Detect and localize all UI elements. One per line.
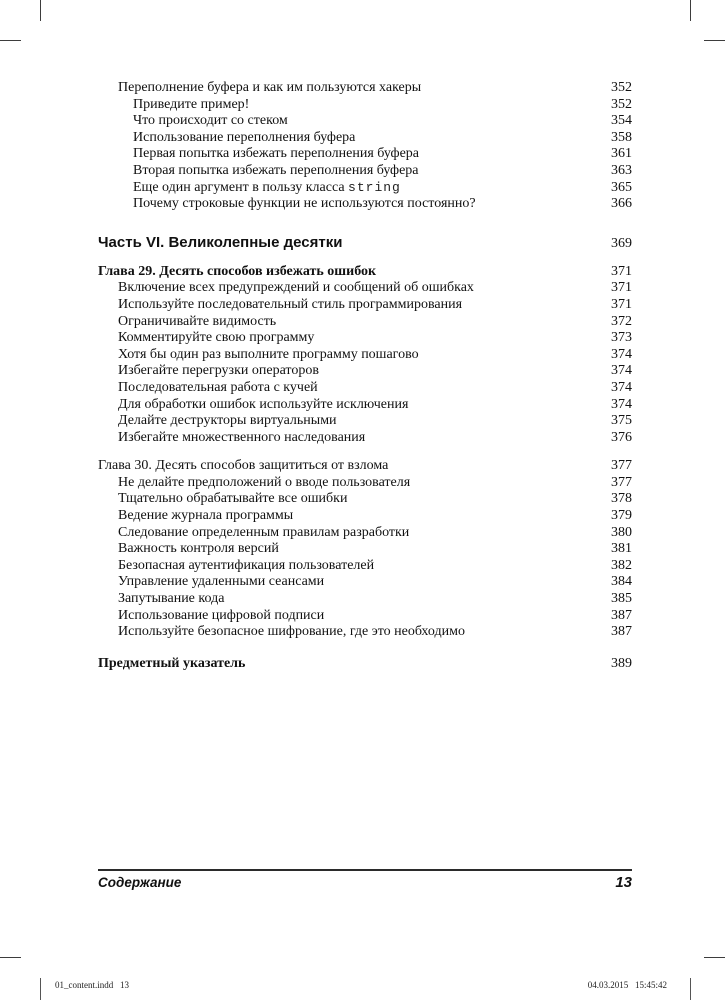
- toc-entry-title: Глава 30. Десять способов защититься от взлома: [98, 458, 389, 474]
- toc-row-subsection: [98, 97, 632, 114]
- crop-mark-top-right-horizontal: [704, 40, 725, 41]
- imprint-filename: 01_content.indd 13: [55, 980, 129, 990]
- toc-entry-title: Управление удаленными сеансами: [118, 574, 325, 590]
- toc-entry-title: Что происходит со стеком: [133, 113, 288, 129]
- toc-entry-title: Почему строковые функции не используются постоянно?: [133, 196, 476, 212]
- toc-row-section: [98, 397, 632, 414]
- crop-mark-bottom-right-horizontal: [704, 957, 725, 958]
- toc-entry-page-number: 361: [611, 146, 632, 162]
- toc-entry-title: Ведение журнала программы: [118, 508, 294, 524]
- toc-entry-title: Предметный указатель: [98, 655, 246, 671]
- toc-entry-page-number: 381: [611, 541, 632, 557]
- toc-row-section: [98, 475, 632, 492]
- toc-entry-title: Ограничивайте видимость: [118, 313, 277, 329]
- toc-row-subsection: [98, 163, 632, 180]
- toc-row-section: [98, 413, 632, 430]
- toc-entry-page-number: 377: [611, 474, 632, 490]
- toc-entry-title: Запутывание кода: [118, 591, 225, 607]
- toc-entry-page-number: 352: [611, 96, 632, 112]
- toc-entry-page-number: 372: [611, 313, 632, 329]
- toc-entry-title: Хотя бы один раз выполните программу пошагово: [118, 346, 419, 362]
- toc-entry-page-number: 382: [611, 557, 632, 573]
- toc-entry-title: Приведите пример!: [133, 96, 250, 112]
- toc-row-section: [98, 314, 632, 331]
- toc-row-section: [98, 574, 632, 591]
- toc-entry-title: Еще один аргумент в пользу класса string: [133, 179, 401, 195]
- toc-entry-page-number: 352: [611, 80, 632, 95]
- toc-entry-page-number: 379: [611, 508, 632, 524]
- imprint-right-bar: [690, 978, 691, 1000]
- toc-row-section: [98, 541, 632, 558]
- toc-entry-title: Последовательная работа с кучей: [118, 379, 318, 395]
- toc-entry-code-term: string: [348, 179, 401, 195]
- toc-entry-title: Переполнение буфера и как им пользуются хакеры: [118, 80, 422, 95]
- toc-row-section: [98, 347, 632, 364]
- toc-entry-title: Использование переполнения буфера: [133, 129, 356, 145]
- toc-entry-title: Комментируйте свою программу: [118, 330, 315, 346]
- toc-entry-title: Избегайте перегрузки операторов: [118, 363, 319, 379]
- toc-entry-page-number: 378: [611, 491, 632, 507]
- toc-row-section: [98, 363, 632, 380]
- toc-entry-page-number: 374: [611, 379, 632, 395]
- imprint-left-bar: [40, 978, 41, 1000]
- toc-entry-page-number: 373: [611, 330, 632, 346]
- toc-row-subsection: [98, 146, 632, 163]
- toc-entry-title: Включение всех предупреждений и сообщений об ошибках: [118, 280, 474, 296]
- toc-entry-page-number: 389: [611, 655, 632, 671]
- toc-row-section: [98, 591, 632, 608]
- toc-row-subsection: [98, 130, 632, 147]
- toc-row-subsection: [98, 196, 632, 213]
- toc-entry-page-number: 366: [611, 196, 632, 212]
- toc-entry-page-number: 374: [611, 363, 632, 379]
- toc-row-section: [98, 297, 632, 314]
- toc-entry-page-number: 371: [611, 263, 632, 279]
- crop-mark-top-right-vertical: [690, 0, 691, 21]
- toc-entry-title: Вторая попытка избежать переполнения буфера: [133, 162, 419, 178]
- toc-row-part: [98, 233, 632, 254]
- toc-entry-page-number: 375: [611, 413, 632, 429]
- toc-entry-title: Используйте безопасное шифрование, где это необходимо: [118, 624, 465, 640]
- footer-rule: [98, 869, 632, 871]
- toc-row-chapter: [98, 264, 632, 281]
- toc-entry-title: Использование цифровой подписи: [118, 607, 325, 623]
- toc-entry-page-number: 363: [611, 162, 632, 178]
- toc-row-section: [98, 508, 632, 525]
- toc-entry-title: Безопасная аутентификация пользователей: [118, 557, 375, 573]
- toc-entry-title: Используйте последовательный стиль программирования: [118, 296, 463, 312]
- toc-entry-title: Тщательно обрабатывайте все ошибки: [118, 491, 348, 507]
- toc-row-section: [98, 330, 632, 347]
- toc-entry-page-number: 387: [611, 607, 632, 623]
- toc-entry-page-number: 369: [611, 235, 632, 251]
- crop-mark-top-left-vertical: [40, 0, 41, 21]
- footer-page-number: 13: [615, 874, 632, 891]
- crop-mark-top-left-horizontal: [0, 40, 21, 41]
- toc-row-section: [98, 624, 632, 641]
- toc-entry-title: Для обработки ошибок используйте исключения: [118, 396, 409, 412]
- toc-entry-page-number: 365: [611, 179, 632, 195]
- toc-row-section: [98, 80, 632, 97]
- toc-entry-title: Следование определенным правилам разработки: [118, 524, 410, 540]
- imprint-timestamp: 04.03.2015 15:45:42: [587, 980, 667, 990]
- toc-row-section: [98, 558, 632, 575]
- toc-entry-page-number: 385: [611, 591, 632, 607]
- toc-entry-title: Не делайте предположений о вводе пользователя: [118, 474, 411, 490]
- toc-entry-page-number: 371: [611, 296, 632, 312]
- toc-entry-title: Важность контроля версий: [118, 541, 279, 557]
- toc-entry-title: Часть VI. Великолепные десятки: [98, 233, 343, 251]
- toc-entry-page-number: 377: [611, 458, 632, 474]
- toc-entry-title: Делайте деструкторы виртуальными: [118, 413, 337, 429]
- toc-row-chapter-30: [98, 458, 632, 475]
- toc-row-section: [98, 525, 632, 542]
- toc-list: [98, 80, 632, 672]
- toc-row-section: [98, 430, 632, 447]
- toc-row-subsection: [98, 180, 632, 197]
- toc-entry-page-number: 354: [611, 113, 632, 129]
- toc-entry-title: Глава 29. Десять способов избежать ошибок: [98, 263, 377, 279]
- crop-mark-bottom-left-horizontal: [0, 957, 21, 958]
- toc-entry-page-number: 358: [611, 129, 632, 145]
- toc-entry-page-number: 380: [611, 524, 632, 540]
- toc-row-subsection: [98, 113, 632, 130]
- toc-entry-title: Избегайте множественного наследования: [118, 429, 366, 445]
- toc-row-section: [98, 380, 632, 397]
- toc-entry-page-number: 384: [611, 574, 632, 590]
- toc-entry-title: Первая попытка избежать переполнения буфера: [133, 146, 420, 162]
- running-footer: [98, 874, 632, 891]
- toc-entry-page-number: 374: [611, 346, 632, 362]
- toc-entry-page-number: 387: [611, 624, 632, 640]
- toc-row-section: [98, 608, 632, 625]
- toc-row-index: [98, 656, 632, 673]
- toc-row-section: [98, 280, 632, 297]
- toc-entry-page-number: 376: [611, 429, 632, 445]
- toc-entry-page-number: 371: [611, 280, 632, 296]
- footer-section-label: Содержание: [98, 875, 182, 890]
- toc-entry-page-number: 374: [611, 396, 632, 412]
- toc-row-section: [98, 491, 632, 508]
